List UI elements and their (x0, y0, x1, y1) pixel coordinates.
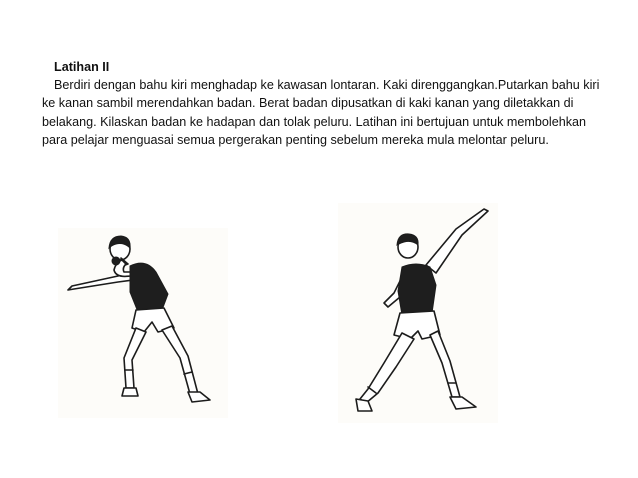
section-title: Latihan II (54, 60, 110, 74)
illustration-crouch-stance (58, 228, 228, 418)
section-body: Berdiri dengan bahu kiri menghadap ke kawasan lontaran. Kaki direnggangkan.Putarkan bahu kiri ke kanan sambil merendahkan badan. Berat badan dipusatkan di kaki kanan yang diletakkan di belakang. Kilaskan badan ke hadapan dan tolak peluru. Latihan ini bertujuan untuk membolehkan para pelajar menguasai semua pergerakan penting sebelum mereka mula melontar peluru. (42, 78, 600, 147)
text-block (42, 58, 602, 149)
illustration-release-follow-through (338, 203, 498, 423)
